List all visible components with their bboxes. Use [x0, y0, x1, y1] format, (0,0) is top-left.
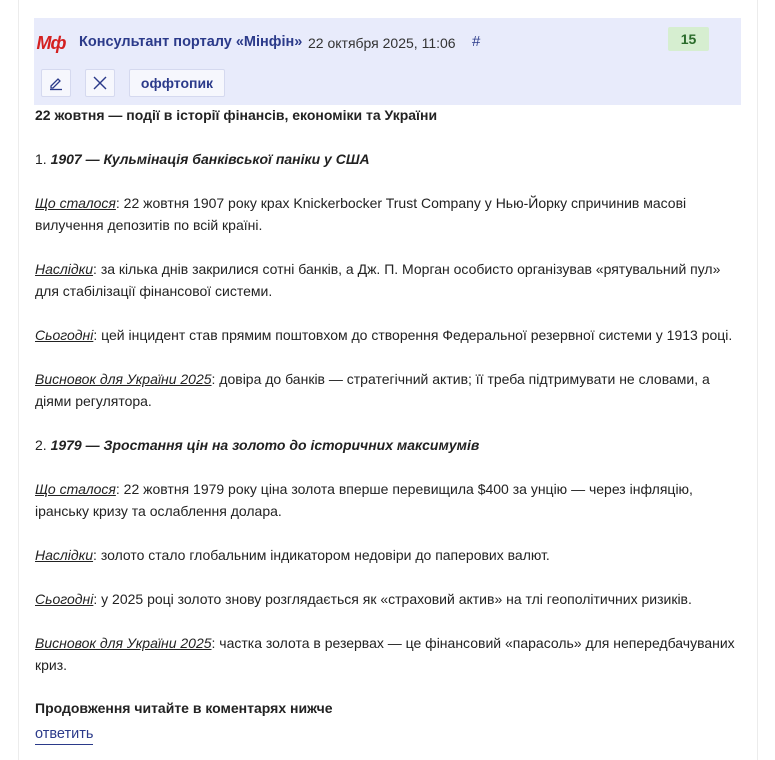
event-1-title: 1. 1907 — Кульмінація банківської паніки у США — [35, 151, 370, 167]
rating-badge: 15 — [668, 27, 709, 51]
post-date: 22 октября 2025, 11:06 — [308, 35, 456, 51]
reply-link[interactable]: ответить — [35, 724, 93, 745]
event-1-today: Сьогодні: цей інцидент став прямим поштовхом до створення Федеральної резервної системи у 1913 році. — [35, 327, 733, 343]
tag-offtopic[interactable]: оффтопик — [129, 69, 225, 97]
post-heading: 22 жовтня — події в історії фінансів, економіки та України — [35, 107, 438, 123]
author-name[interactable]: Консультант порталу «Мінфін» — [79, 34, 303, 50]
pencil-icon — [48, 75, 64, 91]
edit-button[interactable] — [41, 69, 71, 97]
event-1-what: Що сталося: 22 жовтня 1907 року крах Knickerbocker Trust Company у Нью-Йорку спричинив масові вилучення депозитів по всій країні. — [35, 195, 687, 233]
post-body — [35, 104, 745, 698]
event-2-title: 2. 1979 — Зростання цін на золото до історичних максимумів — [35, 437, 480, 453]
event-1-consequences: Наслідки: за кілька днів закрилися сотні банків, а Дж. П. Морган особисто організував «рятувальний пул» для стабілізації фінансової системи. — [35, 261, 721, 299]
event-2-conclusion: Висновок для України 2025: частка золота в резервах — це фінансовий «парасоль» для непередбачуваних криз. — [35, 635, 735, 673]
delete-button[interactable] — [85, 69, 115, 97]
minfin-logo: Мф — [36, 32, 66, 53]
event-1-conclusion: Висновок для України 2025: довіра до банків — стратегічний актив; її треба підтримувати не словами, а діями регулятора. — [35, 371, 710, 409]
continue-note: Продовження читайте в коментарях нижче — [35, 700, 333, 716]
event-2-what: Що сталося: 22 жовтня 1979 року ціна золота вперше перевищила $400 за унцію — через інфляцію, іранську кризу та ослаблення долара. — [35, 481, 693, 519]
permalink-hash[interactable]: # — [472, 33, 481, 50]
close-icon — [93, 76, 107, 90]
event-2-today: Сьогодні: у 2025 році золото знову розглядається як «страховий актив» на тлі геополітичних ризиків. — [35, 591, 692, 607]
event-2-consequences: Наслідки: золото стало глобальним індикатором недовіри до паперових валют. — [35, 547, 550, 563]
